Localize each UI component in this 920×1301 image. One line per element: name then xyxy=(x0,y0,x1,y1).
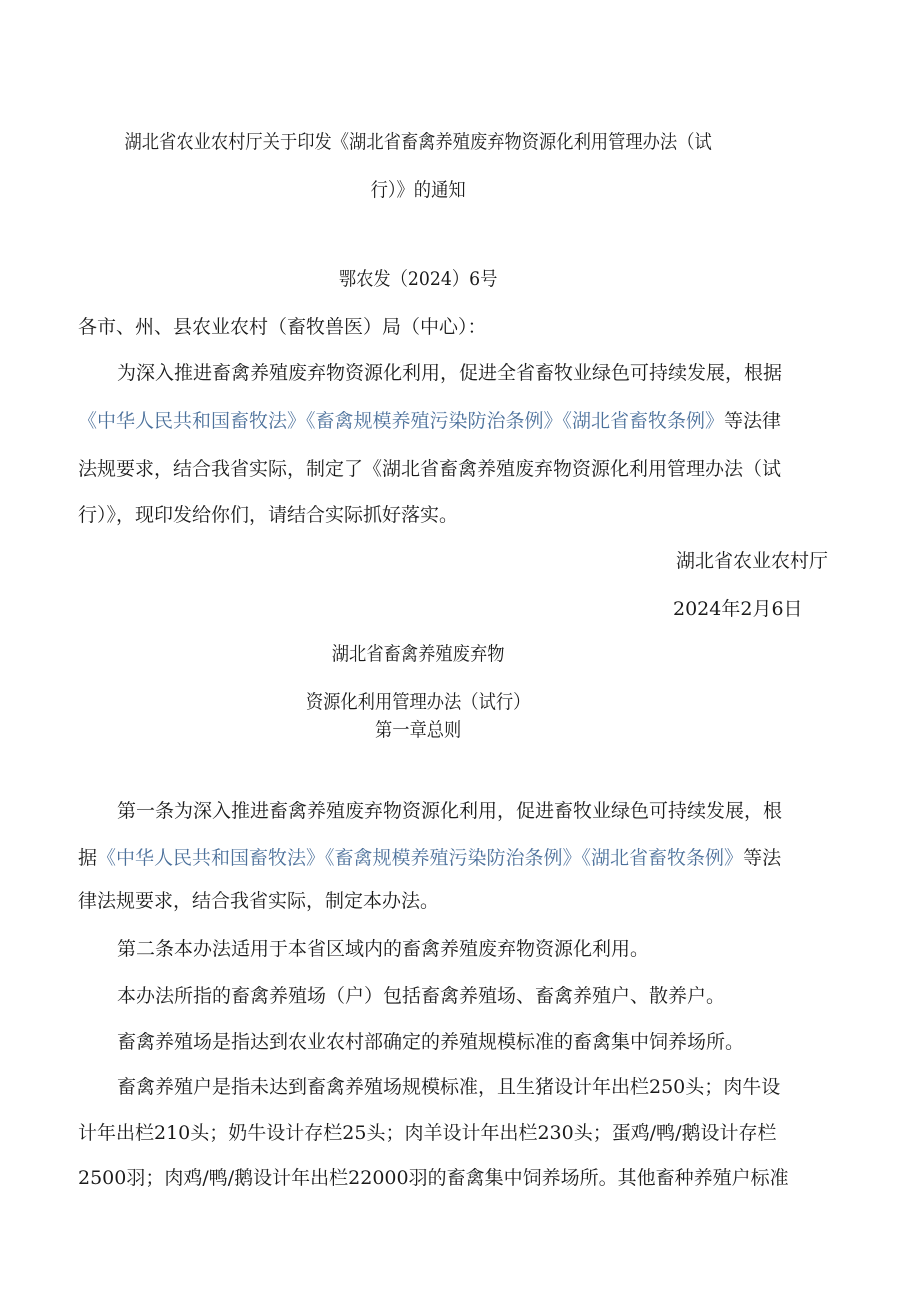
document-number: 鄂农发（2024）6号 xyxy=(338,268,498,290)
scope-paragraph: 本办法所指的畜禽养殖场（户）包括畜禽养殖场、畜禽养殖户、散养户。 xyxy=(117,985,726,1007)
law-link-pollution-prevention-2[interactable]: 《畜禽规模养殖污染防治条例》 xyxy=(325,847,582,869)
article-1-line-3: 律法规要求，结合我省实际，制定本办法。 xyxy=(78,890,440,912)
intro-line-2 xyxy=(78,408,781,434)
farm-definition: 畜禽养殖场是指达到农业农村部确定的养殖规模标准的畜禽集中饲养场所。 xyxy=(117,1031,745,1053)
chapter-heading: 第一章总则 xyxy=(374,719,462,741)
article-2: 第二条本办法适用于本省区域内的畜禽养殖废弃物资源化利用。 xyxy=(117,938,650,960)
notice-title-line-2: 行）》的通知 xyxy=(370,179,466,201)
article-1-line-2 xyxy=(78,845,781,871)
measures-title-line-2: 资源化利用管理办法（试行） xyxy=(305,691,531,713)
notice-title-line-1: 湖北省农业农村厅关于印发《湖北省畜禽养殖废弃物资源化利用管理办法（试 xyxy=(124,131,712,153)
article-1-line-2-tail: 等法 xyxy=(743,847,782,869)
intro-line-4: 行）》，现印发给你们，请结合实际抓好落实。 xyxy=(78,504,459,526)
measures-title-line-1: 湖北省畜禽养殖废弃物 xyxy=(331,643,505,665)
household-def-line-3: 2500羽；肉鸡/鸭/鹅设计年出栏22000羽的畜禽集中饲养场所。其他畜种养殖户标准 xyxy=(78,1167,789,1189)
household-def-line-2: 计年出栏210头；奶牛设计存栏25头；肉羊设计年出栏230头；蛋鸡/鸭/鹅设计存栏 xyxy=(78,1122,777,1144)
law-link-pollution-prevention[interactable]: 《畜禽规模养殖污染防治条例》 xyxy=(306,410,563,432)
household-def-line-1: 畜禽养殖户是指未达到畜禽养殖场规模标准，且生猪设计年出栏250头；肉牛设 xyxy=(117,1076,781,1098)
issue-date: 2024年2月6日 xyxy=(673,598,803,620)
law-link-hubei-regulation[interactable]: 《湖北省畜牧条例》 xyxy=(562,410,725,432)
law-link-hubei-regulation-2[interactable]: 《湖北省畜牧条例》 xyxy=(581,847,744,869)
signature: 湖北省农业农村厅 xyxy=(675,550,828,572)
intro-line-3: 法规要求，结合我省实际，制定了《湖北省畜禽养殖废弃物资源化利用管理办法（试 xyxy=(78,458,782,480)
law-link-animal-husbandry[interactable]: 《中华人民共和国畜牧法》 xyxy=(78,410,307,432)
article-1-line-2-head: 据 xyxy=(78,847,98,869)
article-1-line-1: 第一条为深入推进畜禽养殖废弃物资源化利用，促进畜牧业绿色可持续发展，根 xyxy=(117,800,783,822)
intro-line-2-tail: 等法律 xyxy=(724,410,782,432)
recipient-line: 各市、州、县农业农村（畜牧兽医）局（中心）： xyxy=(78,316,487,338)
intro-line-1: 为深入推进畜禽养殖废弃物资源化利用，促进全省畜牧业绿色可持续发展，根据 xyxy=(117,362,783,384)
law-link-animal-husbandry-2[interactable]: 《中华人民共和国畜牧法》 xyxy=(97,847,326,869)
